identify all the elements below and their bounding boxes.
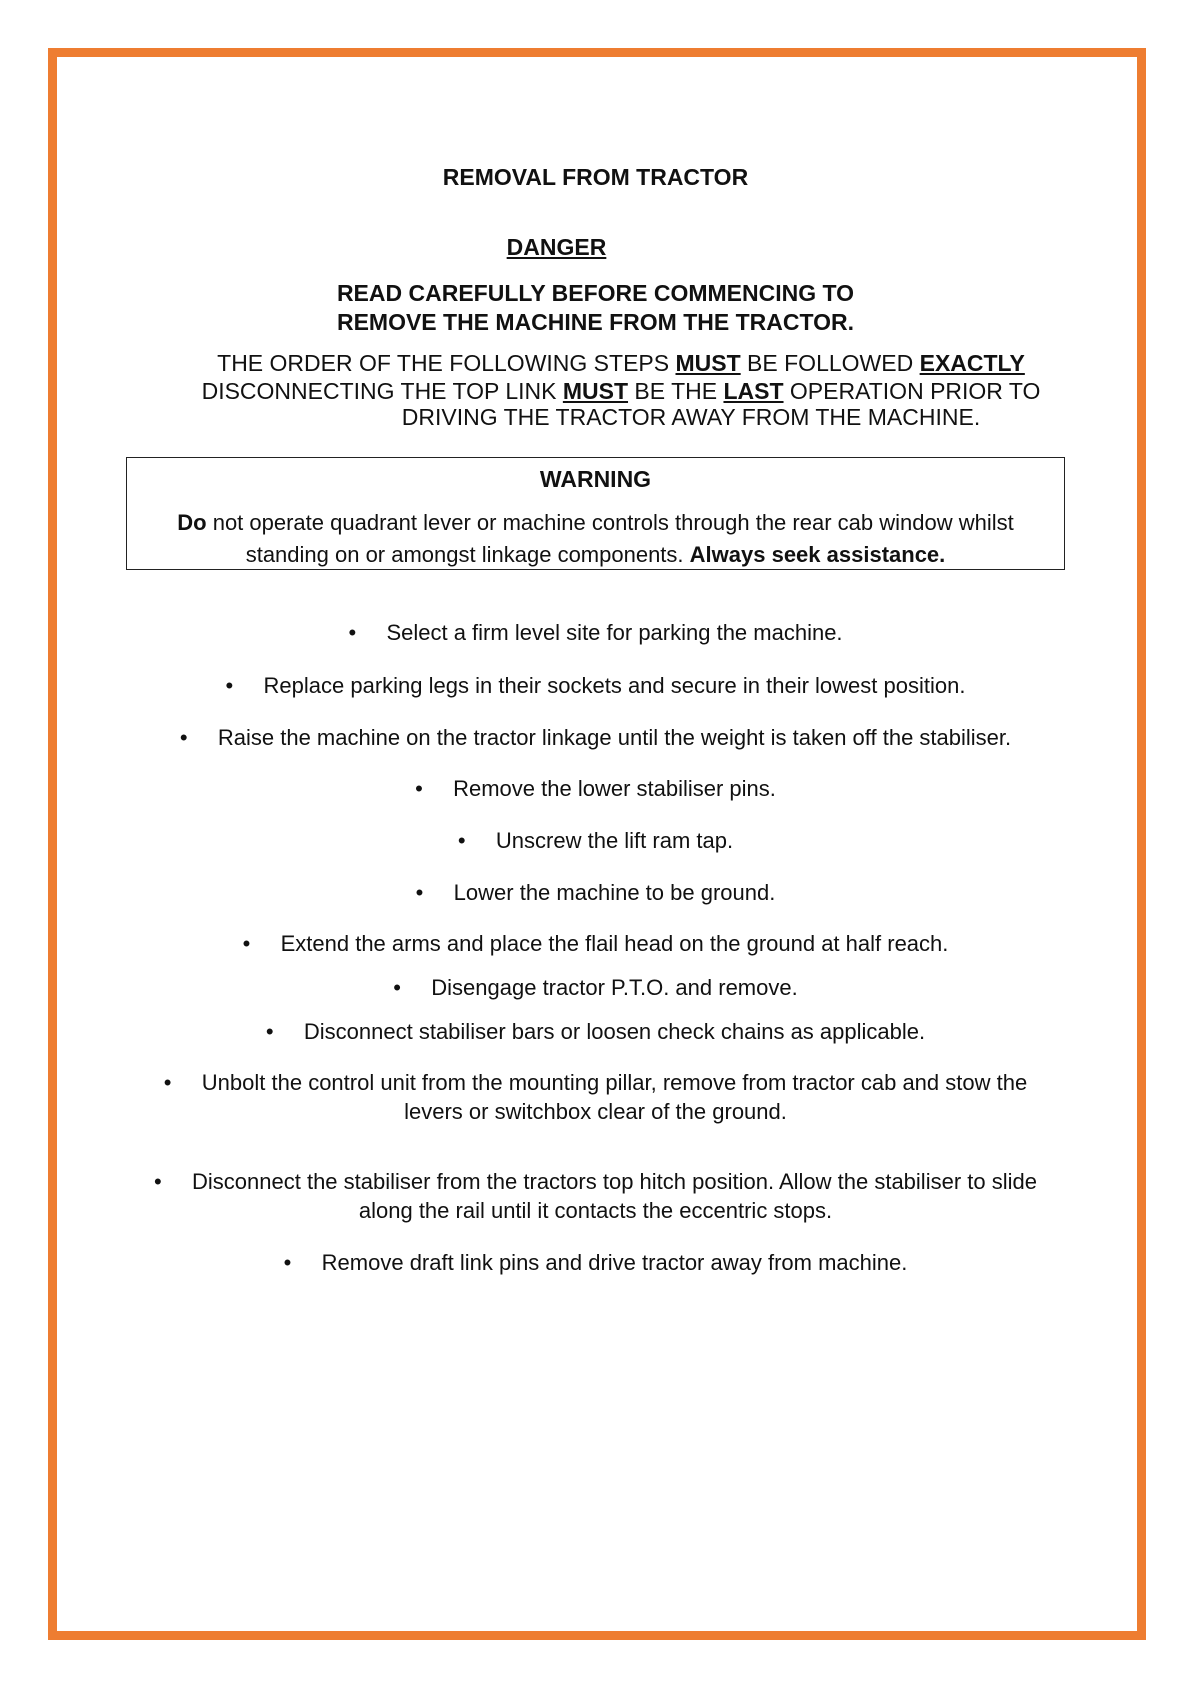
list-item: • Raise the machine on the tractor linkage until the weight is taken off the stabiliser. [179,725,1012,750]
warning-heading: WARNING [539,466,652,492]
danger-heading: DANGER [506,234,607,260]
order-line-2: DISCONNECTING THE TOP LINK MUST BE THE LAST OPERATION PRIOR TO [201,378,1041,404]
list-item-continuation: along the rail until it contacts the eccentric stops. [358,1198,833,1223]
list-item: • Lower the machine to be ground. [415,880,776,905]
list-item: • Unbolt the control unit from the mounting pillar, remove from tractor cab and stow the [163,1070,1028,1095]
list-item: • Extend the arms and place the flail head on the ground at half reach. [242,931,949,956]
warning-box [126,457,1065,570]
list-item: • Unscrew the lift ram tap. [457,828,734,853]
list-item: • Replace parking legs in their sockets and secure in their lowest position. [225,673,966,698]
list-item: • Select a firm level site for parking the machine. [348,620,843,645]
list-item: • Disconnect the stabiliser from the tractors top hitch position. Allow the stabiliser to slide [154,1169,1037,1194]
warning-line-1: Do not operate quadrant lever or machine controls through the rear cab window whilst [177,510,1014,535]
read-carefully-line-2: REMOVE THE MACHINE FROM THE TRACTOR. [336,309,855,335]
list-item-continuation: levers or switchbox clear of the ground. [404,1099,787,1124]
order-line-3: DRIVING THE TRACTOR AWAY FROM THE MACHINE. [401,404,981,430]
list-item: • Remove the lower stabiliser pins. [415,776,776,801]
order-line-1: THE ORDER OF THE FOLLOWING STEPS MUST BE FOLLOWED EXACTLY [217,350,1025,376]
read-carefully-line-1: READ CAREFULLY BEFORE COMMENCING TO [336,280,855,306]
list-item: • Disengage tractor P.T.O. and remove. [393,975,798,1000]
warning-line-2: standing on or amongst linkage components. Always seek assistance. [245,542,946,567]
list-item: • Remove draft link pins and drive tractor away from machine. [283,1250,908,1275]
list-item: • Disconnect stabiliser bars or loosen check chains as applicable. [265,1019,926,1044]
page-title: REMOVAL FROM TRACTOR [442,164,749,190]
